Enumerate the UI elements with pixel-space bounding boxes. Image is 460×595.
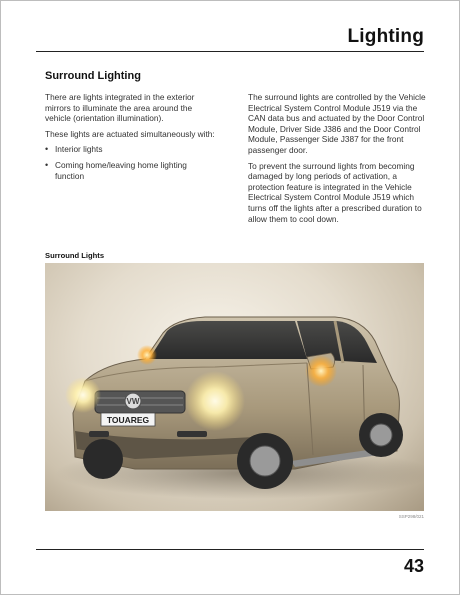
page-number: 43 [403, 556, 424, 576]
paragraph: There are lights integrated in the exterior mirrors to illuminate the area around the vehicle (orientation illumination). [45, 92, 195, 124]
list-item-text: Coming home/leaving home lighting function [55, 159, 187, 181]
list-item-text: Interior lights [55, 144, 103, 155]
figure-caption: Surround Lights [45, 251, 105, 260]
paragraph: These lights are actuated simultaneously with: [45, 128, 215, 139]
svg-text:VW: VW [126, 397, 140, 406]
right-column [248, 92, 426, 229]
suv-illustration [45, 263, 424, 511]
header-divider [36, 51, 424, 52]
bullet-list [45, 144, 215, 181]
left-column [45, 92, 215, 186]
paragraph: To prevent the surround lights from becoming damaged by long periods of activation, a protection feature is integrated in the Vehicle Electrical System Control Module J519 which turns off the lights after a prescribed duration to allow them to cool down. [248, 160, 422, 224]
chapter-title: Lighting [347, 26, 424, 47]
bullet-icon: • [45, 144, 49, 155]
license-plate-text: TOUAREG [106, 415, 150, 425]
figure-code: SSP298/021 [398, 514, 424, 519]
section-title: Surround Lighting [45, 70, 141, 82]
list-item [45, 144, 215, 155]
paragraph: The surround lights are controlled by the Vehicle Electrical System Control Module J519 via the CAN data bus and actuated by the Door Control Module, Driver Side J386 and the Door Control Module, Passenger Side J387 for the front passenger door. [248, 92, 426, 155]
list-item [45, 160, 215, 181]
bullet-icon: • [45, 159, 49, 170]
footer-divider [36, 549, 424, 550]
suv-photo [45, 263, 424, 511]
